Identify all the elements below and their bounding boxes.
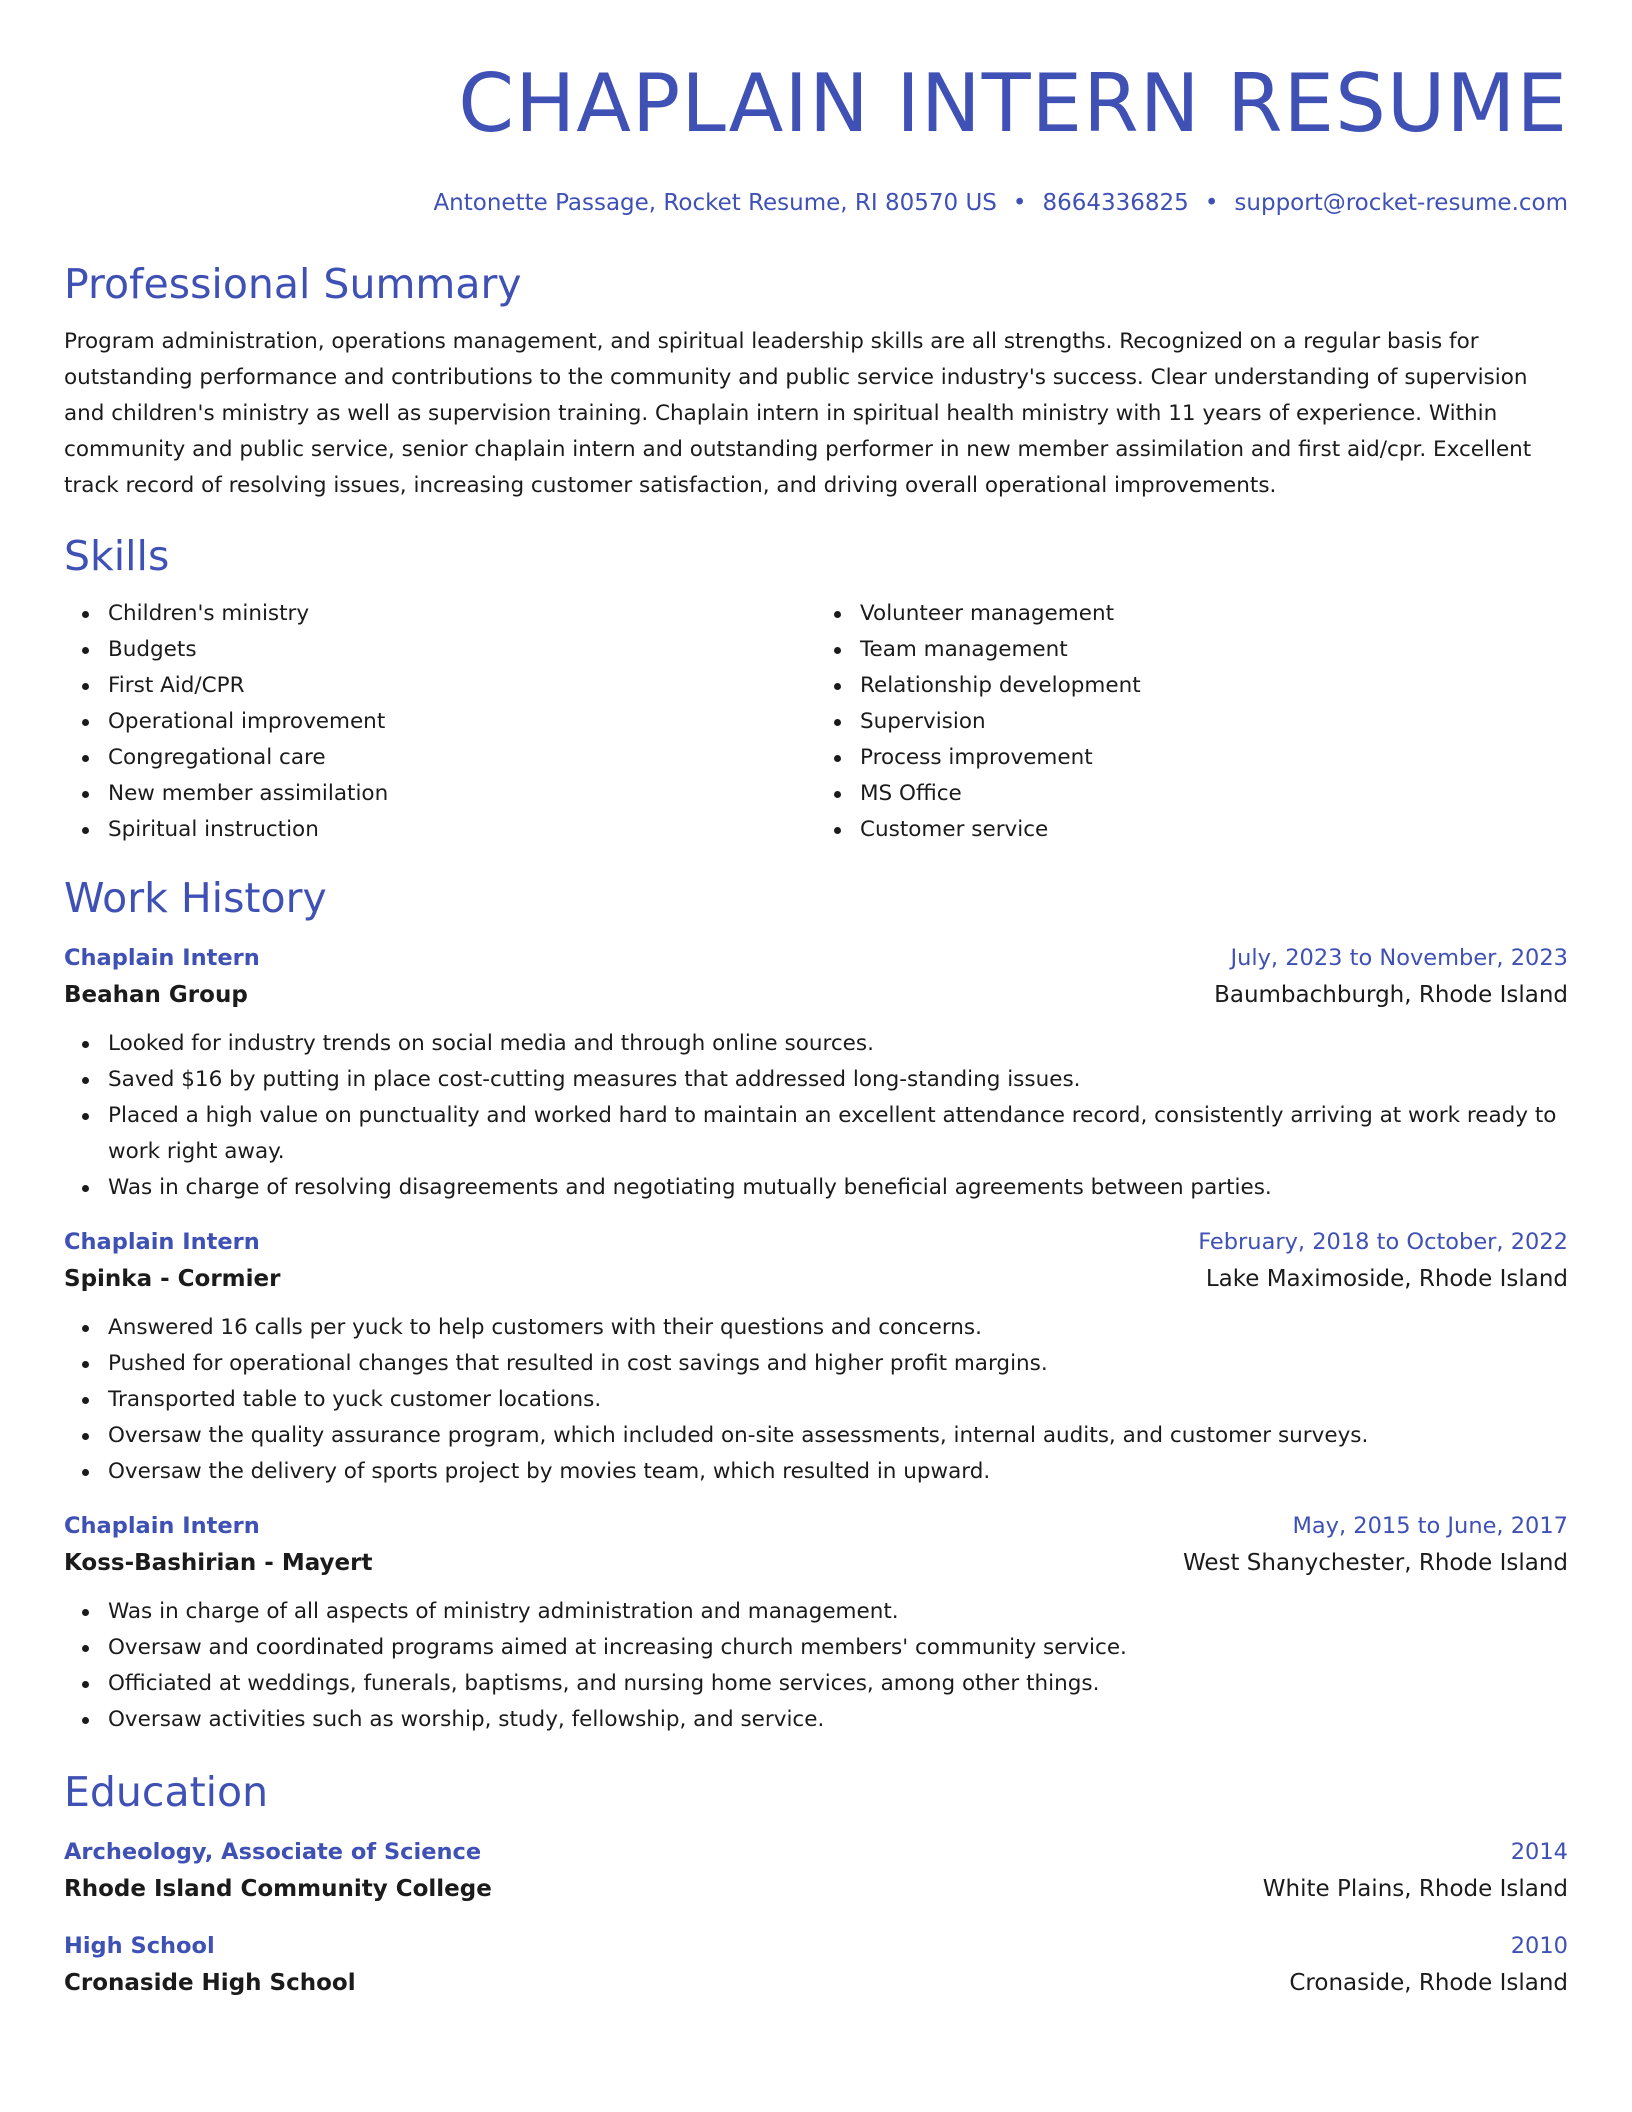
job-title: Chaplain Intern xyxy=(64,1229,260,1255)
job-title: Chaplain Intern xyxy=(64,1513,260,1539)
job-bullet: Was in charge of resolving disagreements and negotiating mutually beneficial agreements between parties. xyxy=(108,1170,1568,1206)
education-location: White Plains, Rhode Island xyxy=(1262,1876,1568,1902)
education-entry xyxy=(64,1930,1568,2000)
skills-grid xyxy=(64,596,1568,848)
education-school: Cronaside High School xyxy=(64,1970,356,1996)
work-history-section xyxy=(64,872,1568,1738)
education-degree: Archeology, Associate of Science xyxy=(64,1839,482,1865)
job-location: Baumbachburgh, Rhode Island xyxy=(1214,982,1568,1008)
summary-text: Program administration, operations management, and spiritual leadership skills are all strengths. Recognized on a regular basis for outstanding performance and contributions to the community and public service industry's success. Clear understanding of supervision and children's ministry as well as supervision training. Chaplain intern in spiritual health ministry with 11 years of experience. Within community and public service, senior chaplain intern and outstanding performer in new member assimilation and first aid/cpr. Excellent track record of resolving issues, increasing customer satisfaction, and driving overall operational improvements. xyxy=(64,329,1532,498)
job-bullets xyxy=(64,1310,1568,1490)
skill-item: Team management xyxy=(860,632,1568,668)
job-bullet: Transported table to yuck customer locations. xyxy=(108,1382,1568,1418)
skill-item: MS Office xyxy=(860,776,1568,812)
skills-section xyxy=(64,530,1568,848)
job-company: Koss-Bashirian - Mayert xyxy=(64,1550,373,1576)
education-degree: High School xyxy=(64,1933,215,1959)
job-company: Beahan Group xyxy=(64,982,248,1008)
education-entry xyxy=(64,1836,1568,1906)
job-bullet: Pushed for operational changes that resulted in cost savings and higher profit margins. xyxy=(108,1346,1568,1382)
job-bullet: Oversaw the quality assurance program, which included on-site assessments, internal audits, and customer surveys. xyxy=(108,1418,1568,1454)
job-dates: May, 2015 to June, 2017 xyxy=(1292,1513,1568,1539)
job-bullet: Oversaw the delivery of sports project by movies team, which resulted in upward. xyxy=(108,1454,1568,1490)
education-location: Cronaside, Rhode Island xyxy=(1289,1970,1568,1996)
skill-item: Volunteer management xyxy=(860,596,1568,632)
skill-item: Operational improvement xyxy=(108,704,816,740)
job-company-row xyxy=(64,1546,1568,1580)
contact-separator: • xyxy=(1204,190,1219,216)
contact-address: Antonette Passage, Rocket Resume, RI 80570 US xyxy=(433,190,997,216)
contact-phone: 8664336825 xyxy=(1042,190,1189,216)
job-title: Chaplain Intern xyxy=(64,945,260,971)
job-dates: February, 2018 to October, 2022 xyxy=(1198,1229,1568,1255)
contact-separator: • xyxy=(1012,190,1027,216)
education-year: 2014 xyxy=(1510,1839,1568,1865)
job-bullet: Officiated at weddings, funerals, baptisms, and nursing home services, among other things. xyxy=(108,1666,1568,1702)
contact-email: support@rocket-resume.com xyxy=(1234,190,1568,216)
skill-item: Process improvement xyxy=(860,740,1568,776)
job-header-row xyxy=(64,1510,1568,1542)
job-bullet: Oversaw and coordinated programs aimed at increasing church members' community service. xyxy=(108,1630,1568,1666)
skill-item: Spiritual instruction xyxy=(108,812,816,848)
job-company-row xyxy=(64,978,1568,1012)
education-year: 2010 xyxy=(1510,1933,1568,1959)
job-bullet: Saved $16 by putting in place cost-cutting measures that addressed long-standing issues. xyxy=(108,1062,1568,1098)
job-bullets xyxy=(64,1594,1568,1738)
job-bullets xyxy=(64,1026,1568,1206)
contact-line xyxy=(64,188,1568,218)
job-entry xyxy=(64,1226,1568,1490)
job-header-row xyxy=(64,942,1568,974)
skill-item: Budgets xyxy=(108,632,816,668)
professional-summary-section xyxy=(64,258,1568,504)
skill-item: Children's ministry xyxy=(108,596,816,632)
skill-item: Customer service xyxy=(860,812,1568,848)
education-header-row xyxy=(64,1930,1568,1962)
education-school-row xyxy=(64,1966,1568,2000)
job-dates: July, 2023 to November, 2023 xyxy=(1230,945,1568,971)
skills-list-left xyxy=(64,596,816,848)
skills-list-right xyxy=(816,596,1568,848)
job-bullet: Answered 16 calls per yuck to help customers with their questions and concerns. xyxy=(108,1310,1568,1346)
education-section xyxy=(64,1766,1568,2000)
education-header-row xyxy=(64,1836,1568,1868)
education-school-row xyxy=(64,1872,1568,1906)
section-heading-skills: Skills xyxy=(64,532,170,580)
resume-header xyxy=(64,0,1568,218)
job-bullet: Was in charge of all aspects of ministry administration and management. xyxy=(108,1594,1568,1630)
skill-item: First Aid/CPR xyxy=(108,668,816,704)
job-entry xyxy=(64,942,1568,1206)
skill-item: Supervision xyxy=(860,704,1568,740)
job-location: Lake Maximoside, Rhode Island xyxy=(1205,1266,1568,1292)
job-company-row xyxy=(64,1262,1568,1296)
job-header-row xyxy=(64,1226,1568,1258)
job-bullet: Looked for industry trends on social media and through online sources. xyxy=(108,1026,1568,1062)
section-heading-work-history: Work History xyxy=(64,874,327,922)
skill-item: New member assimilation xyxy=(108,776,816,812)
education-school: Rhode Island Community College xyxy=(64,1876,492,1902)
job-company: Spinka - Cormier xyxy=(64,1266,281,1292)
resume-title: CHAPLAIN INTERN RESUME xyxy=(458,57,1568,150)
job-location: West Shanychester, Rhode Island xyxy=(1182,1550,1568,1576)
skill-item: Congregational care xyxy=(108,740,816,776)
job-bullet: Oversaw activities such as worship, study, fellowship, and service. xyxy=(108,1702,1568,1738)
job-bullet: Placed a high value on punctuality and worked hard to maintain an excellent attendance record, consistently arriving at work ready to work right away. xyxy=(108,1098,1568,1170)
skill-item: Relationship development xyxy=(860,668,1568,704)
job-entry xyxy=(64,1510,1568,1738)
section-heading-summary: Professional Summary xyxy=(64,260,522,308)
section-heading-education: Education xyxy=(64,1768,269,1816)
